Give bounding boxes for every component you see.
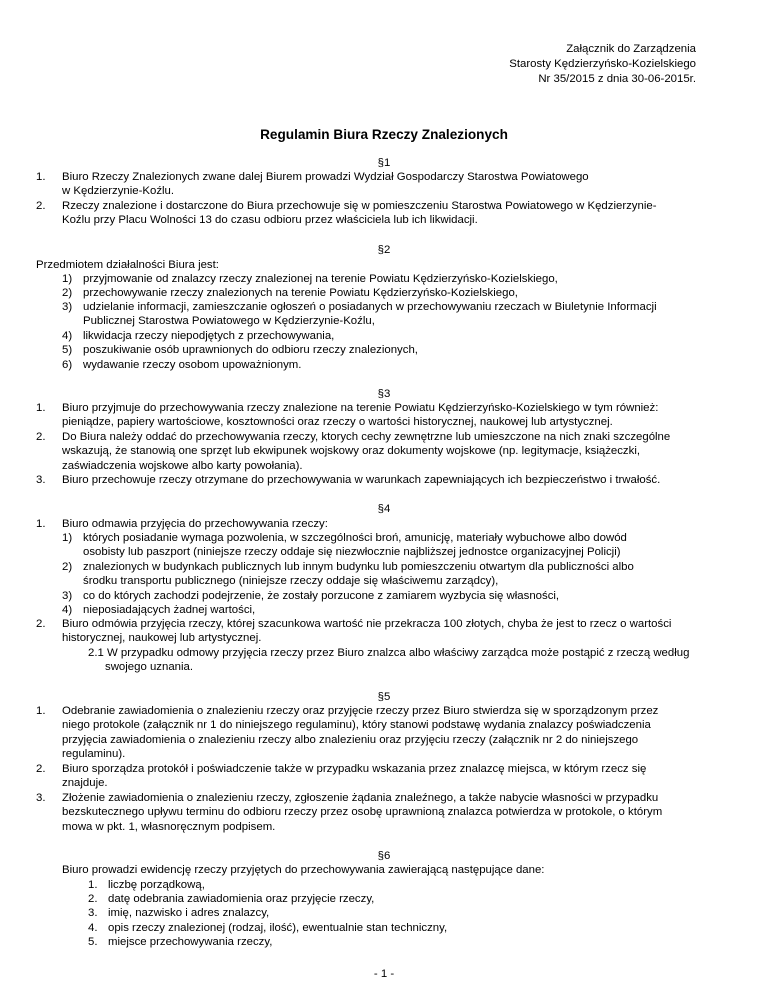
section-mark-5: §5 bbox=[377, 691, 391, 703]
s6-item-number: 1. bbox=[88, 879, 98, 891]
s5-item-text bbox=[62, 704, 712, 762]
text-line: Złożenie zawiadomienia o znalezieniu rzeczy, zgłoszenie żądania znaleźnego, a także nabycie własności w przypadku bbox=[62, 792, 659, 804]
text-line: Biuro sporządza protokół i poświadczenie także w przypadku wskazania przez znalazcę miejsca, w którym rzecz się bbox=[62, 763, 647, 775]
s4-item-2-1 bbox=[88, 646, 713, 675]
text-line: Do Biura należy oddać do przechowywania rzeczy, ktorych cechy zewnętrzne lub umieszczone na nich znaki szczególne bbox=[62, 431, 671, 443]
s3-item-text: Biuro przechowuje rzeczy otrzymane do przechowywania w warunkach zapewniających ich bezpieczeństwo i trwałość. bbox=[62, 474, 661, 486]
text-line: przyjęcia zawiadomienia o znalezieniu rzeczy albo znalezieniu oraz przyjęciu rzeczy (załącznik nr 2 do niniejszego bbox=[62, 733, 639, 746]
s3-item-number: 3. bbox=[36, 474, 46, 486]
text-line: których posiadanie wymaga pozwolenia, w szczególności broń, amunicję, materiały wybuchowe albo dowód bbox=[83, 532, 627, 544]
text-line: Rzeczy znalezione i dostarczone do Biura przechowuje się w pomieszczeniu Starostwa Powiatowego w Kędzierzynie- bbox=[62, 200, 657, 212]
s2-item-text: przechowywanie rzeczy znalezionych na terenie Powiatu Kędzierzyńsko-Kozielskiego, bbox=[83, 287, 518, 299]
text-line: Publicznej Starostwa Powiatowego w Kędzierzynie-Koźlu, bbox=[83, 315, 375, 328]
text-line: niego protokole (załącznik nr 1 do niniejszego regulaminu), który stanowi podstawę wydania znalazcy poświadczenia bbox=[62, 719, 651, 732]
s6-item-text: imię, nazwisko i adres znalazcy, bbox=[108, 907, 270, 919]
s5-item-number: 3. bbox=[36, 792, 46, 804]
s2-item-number: 1) bbox=[62, 273, 73, 285]
s5-item-number: 1. bbox=[36, 705, 46, 717]
s4-subitem-number: 3) bbox=[62, 590, 73, 602]
s2-item-text: poszukiwanie osób uprawnionych do odbioru rzeczy znalezionych, bbox=[83, 344, 418, 356]
s2-item-number: 2) bbox=[62, 287, 73, 299]
s1-item-number: 1. bbox=[36, 171, 46, 183]
text-line: środku transportu publicznego (niniejsze rzeczy oddaje się właściwemu zarządcy), bbox=[83, 575, 499, 588]
s4-subitem-number: 2) bbox=[62, 561, 73, 573]
section-mark-6: §6 bbox=[377, 850, 391, 862]
s2-item-number: 5) bbox=[62, 344, 73, 356]
text-line: udzielanie informacji, zamieszczanie ogłoszeń o posiadanych w przechowywaniu rzeczach w Biuletynie Informacji bbox=[83, 301, 657, 313]
s4-subitem-text: nieposiadających żadnej wartości, bbox=[83, 604, 256, 616]
s6-item-number: 2. bbox=[88, 893, 98, 905]
s1-item-text bbox=[62, 170, 708, 199]
s4-item-text: Biuro odmawia przyjęcia do przechowywania rzeczy: bbox=[62, 518, 328, 530]
header-line-1: Załącznik do Zarządzenia bbox=[566, 43, 696, 55]
s5-item-text bbox=[62, 791, 712, 834]
text-line: Odebranie zawiadomienia o znalezieniu rzeczy oraz przyjęcie rzeczy przez Biuro stwierdza się w sporządzonym przez bbox=[62, 705, 659, 717]
s2-item-text bbox=[83, 300, 713, 329]
s4-subitem-text bbox=[83, 531, 713, 560]
s6-intro: Biuro prowadzi ewidencję rzeczy przyjętych do przechowywania zawierającą następujące dane: bbox=[62, 864, 545, 876]
s5-item-number: 2. bbox=[36, 763, 46, 775]
text-line: swojego uznania. bbox=[105, 661, 194, 674]
s5-item-text bbox=[62, 762, 712, 791]
s2-item-text: likwidacja rzeczy niepodjętych z przechowywania, bbox=[83, 330, 335, 342]
section-mark-1: §1 bbox=[377, 157, 391, 169]
s3-item-number: 2. bbox=[36, 431, 46, 443]
attachment-header bbox=[509, 42, 696, 87]
header-line-2: Starosty Kędzierzyńsko-Kozielskiego bbox=[509, 58, 696, 70]
header-line-3: Nr 35/2015 z dnia 30-06-2015r. bbox=[538, 73, 696, 85]
s2-item-number: 3) bbox=[62, 301, 73, 313]
s1-item-number: 2. bbox=[36, 200, 46, 212]
s6-item-text: opis rzeczy znalezionej (rodzaj, ilość), ewentualnie stan techniczny, bbox=[108, 922, 448, 934]
text-line: w Kędzierzynie-Koźlu. bbox=[62, 185, 175, 198]
text-line: pieniądze, papiery wartościowe, kosztowności oraz rzeczy o wartości historycznej, naukowej lub artystycznej. bbox=[62, 416, 613, 429]
s2-intro: Przedmiotem działalności Biura jest: bbox=[36, 259, 219, 271]
section-mark-3: §3 bbox=[377, 388, 391, 400]
s6-item-number: 3. bbox=[88, 907, 98, 919]
s6-item-text: liczbę porządkową, bbox=[108, 879, 205, 891]
s6-item-number: 5. bbox=[88, 936, 98, 948]
text-line: Biuro Rzeczy Znalezionych zwane dalej Biurem prowadzi Wydział Gospodarczy Starostwa Powiatowego bbox=[62, 171, 589, 183]
section-mark-4: §4 bbox=[377, 503, 391, 515]
text-line: regulaminu). bbox=[62, 748, 126, 761]
text-line: zaświadczenia wojskowe albo karty powołania). bbox=[62, 459, 303, 472]
s6-item-number: 4. bbox=[88, 922, 98, 934]
s4-subitem-number: 4) bbox=[62, 604, 73, 616]
s6-item-text: miejsce przechowywania rzeczy, bbox=[108, 936, 273, 948]
text-line: mowa w pkt. 1, własnoręcznym podpisem. bbox=[62, 820, 276, 833]
text-line: znalezionych w budynkach publicznych lub innym budynku lub pomieszczeniu otwartym dla publiczności albo bbox=[83, 561, 634, 573]
text-line: Koźlu przy Placu Wolności 13 do czasu odbioru przez właściciela lub ich likwidacji. bbox=[62, 214, 478, 227]
s4-subitem-number: 1) bbox=[62, 532, 73, 544]
s2-item-text: przyjmowanie od znalazcy rzeczy znalezionej na terenie Powiatu Kędzierzyńsko-Kozielskiego, bbox=[83, 273, 558, 285]
s6-item-text: datę odebrania zawiadomienia oraz przyjęcie rzeczy, bbox=[108, 893, 375, 905]
section-mark-2: §2 bbox=[377, 244, 391, 256]
s1-item-text bbox=[62, 199, 708, 228]
text-line: Biuro odmówia przyjęcia rzeczy, której szacunkowa wartość nie przekracza 100 złotych, chyba że jest to rzecz o wartości bbox=[62, 618, 672, 630]
text-line: osobisty lub paszport (niniejsze rzeczy oddaje się niezwłocznie najbliższej jednostce organizacyjnej Policji) bbox=[83, 546, 621, 559]
s4-item-number: 1. bbox=[36, 518, 46, 530]
page-number: - 1 - bbox=[373, 968, 395, 980]
s4-item-number: 2. bbox=[36, 618, 46, 630]
text-line: Biuro przyjmuje do przechowywania rzeczy znalezione na terenie Powiatu Kędzierzyńsko-Kozielskiego w tym również: bbox=[62, 402, 659, 414]
s2-item-number: 6) bbox=[62, 359, 73, 371]
document-title: Regulamin Biura Rzeczy Znalezionych bbox=[260, 127, 508, 142]
s3-item-text bbox=[62, 430, 712, 473]
text-line: 2.1 W przypadku odmowy przyjęcia rzeczy przez Biuro znalzca albo właściwy zarządca może postąpić z rzeczą według bbox=[88, 647, 690, 659]
text-line: bezskutecznego upływu terminu do odbioru rzeczy przez osobę uprawnioną znalazca potwierdza w protokole, o którym bbox=[62, 806, 663, 819]
s2-item-text: wydawanie rzeczy osobom upoważnionym. bbox=[83, 359, 302, 371]
s4-subitem-text: co do których zachodzi podejrzenie, że zostały porzucone z zamiarem wyzbycia się własności, bbox=[83, 590, 560, 602]
s3-item-text bbox=[62, 401, 712, 430]
text-line: historycznej, naukowej lub artystycznej. bbox=[62, 632, 262, 645]
s4-subitem-text bbox=[83, 560, 713, 589]
s3-item-number: 1. bbox=[36, 402, 46, 414]
s4-item-text bbox=[62, 617, 712, 646]
s2-item-number: 4) bbox=[62, 330, 73, 342]
text-line: znajduje. bbox=[62, 777, 108, 790]
text-line: wskazują, że stanowią one sprzęt lub ekwipunek wojskowy oraz dokumenty wojskowe (np. legitymacje, książeczki, bbox=[62, 445, 641, 458]
